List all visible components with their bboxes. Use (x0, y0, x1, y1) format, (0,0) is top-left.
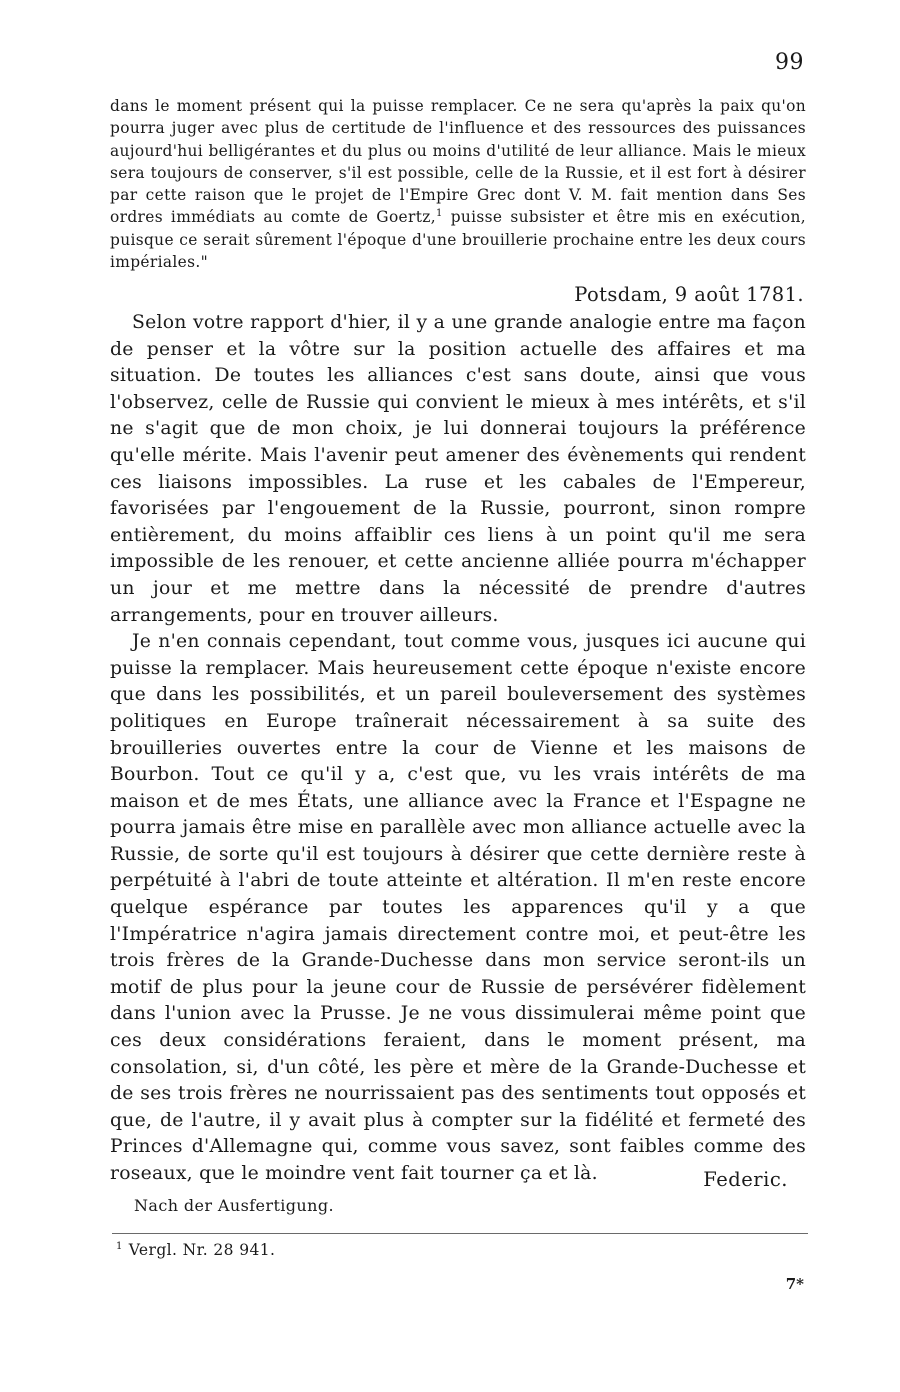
body-paragraph: Selon votre rapport d'hier, il y a une grande analogie entre ma façon de penser et la vôtre sur la position actuelle des affaires et ma situation. De toutes les alliances c'est sans doute, ainsi que vous l'observez, celle de Russie qui convient le mieux à mes intérêts, et s'il ne s'agit que de mon choix, je lui donnerai toujours la préférence qu'elle mérite. Mais l'avenir peut amener des évènements qui rendent ces liaisons impossibles. La ruse et les cabales de l'Empereur, favorisées par l'engouement de la Russie, pourront, sinon rompre entièrement, du moins affaiblir ces liens à un point qu'il me sera impossible de les renouer, et cette ancienne alliée pourra m'échapper un jour et me mettre dans la nécessité de prendre d'autres arrangements, pour en trouver ailleurs. (110, 312, 806, 626)
footnote-marker: 1 (116, 1241, 123, 1252)
page-number: 99 (775, 50, 804, 75)
letter-body (110, 310, 806, 1188)
quote-paragraph: dans le moment présent qui la puisse remplacer. Ce ne sera qu'après la paix qu'on pourra juger avec plus de certitude de l'influence et des ressources des puissances aujourd'hui belligérantes et du plus ou moins d'utilité de leur alliance. Mais le mieux sera toujours de conserver, s'il est possible, celle de la Russie, et il est fort à désirer par cette raison que le projet de l'Empire Grec dont V. M. fait mention dans Ses ordres immédiats au comte de Goertz,$^1$ puisse subsister et être mis en exécution, puisque ce serait sûrement l'époque d'une brouillerie prochaine entre les deux cours impériales." (110, 97, 806, 272)
footnote-text: Vergl. Nr. 28 941. (128, 1241, 276, 1260)
signature-mark: 7* (785, 1275, 804, 1293)
footnote (116, 1241, 275, 1259)
source-note: Nach der Ausfertigung. (134, 1196, 334, 1215)
dateline: Potsdam, 9 août 1781. (574, 283, 804, 306)
footnote-reference: 1 (435, 208, 443, 220)
footnote-divider (112, 1233, 808, 1234)
signature: Federic. (703, 1168, 788, 1191)
quoted-report (110, 95, 806, 273)
body-paragraph: Je n'en connais cependant, tout comme vous, jusques ici aucune qui puisse la remplacer. Mais heureusement cette époque n'existe encore que dans les possibilités, et un pareil bouleversement des systèmes politiques en Europe traînerait nécessairement à sa suite des brouilleries ouvertes entre la cour de Vienne et les maisons de Bourbon. Tout ce qu'il y a, c'est que, vu les vrais intérêts de ma maison et de mes États, une alliance avec la France et l'Espagne ne pourra jamais être mise en parallèle avec mon alliance actuelle avec la Russie, de sorte qu'il est toujours à désirer que cette dernière reste à perpétuité à l'abri de toute atteinte et altération. Il m'en reste encore quelque espérance par toutes les apparences qu'il y a que l'Impératrice n'agira jamais directement contre moi, et peut-être les trois frères de la Grande-Duchesse dans mon service seront-ils un motif de plus pour la jeune cour de Russie de persévérer fidèlement dans l'union avec la Prusse. Je ne vous dissimulerai même point que ces deux considérations feraient, dans le moment présent, ma consolation, si, d'un côté, les père et mère de la Grande-Duchesse et de ses trois frères ne nourrissaient pas des sentiments tout opposés et que, de l'autre, il y avait plus à compter sur la fidélité et fermeté des Princes d'Allemagne qui, comme vous savez, sont faibles comme des roseaux, que le moindre vent fait tourner ça et là. (110, 631, 806, 1184)
